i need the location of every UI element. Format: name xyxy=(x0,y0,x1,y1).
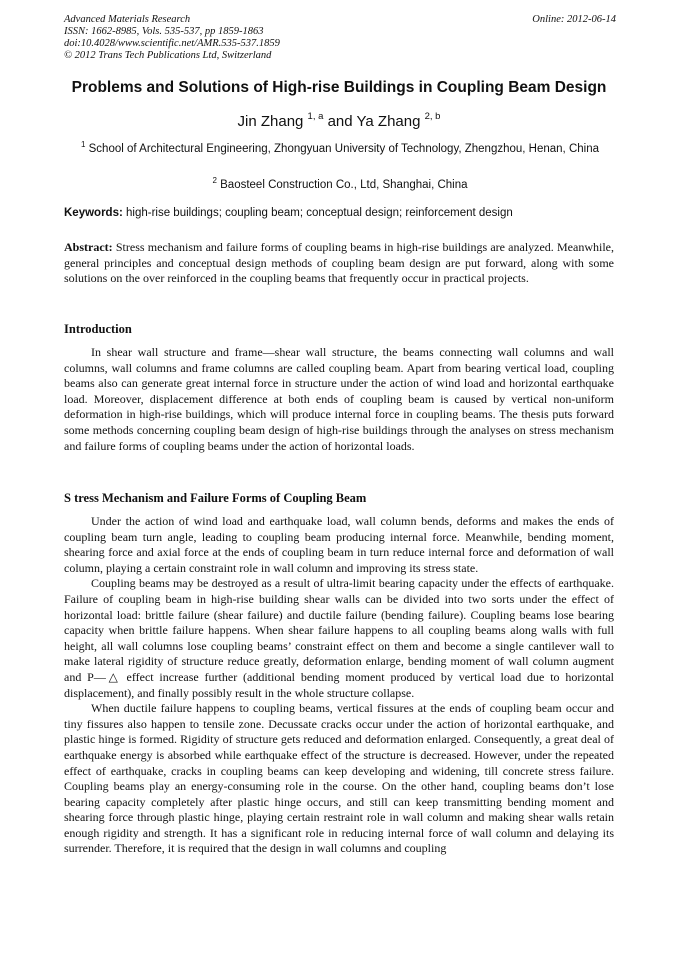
abstract-text: Stress mechanism and failure forms of coupling beams in high-rise buildings are analyzed. Meanwhile, general principles and conceptual design methods of coupling beam design are put forward, along with some solutions on the over reinforced in the coupling beams that frequently occur in practical projects. xyxy=(64,240,614,286)
paper-title: Problems and Solutions of High-rise Buildings in Coupling Beam Design xyxy=(71,79,607,96)
stress-mechanism-body xyxy=(64,514,614,857)
affiliation-1-text: School of Architectural Engineering, Zhongyuan University of Technology, Zhengzhou, Henan, China xyxy=(88,142,599,155)
issn-line: ISSN: 1662-8985, Vols. 535-537, pp 1859-1863 xyxy=(64,26,264,37)
journal-name: Advanced Materials Research xyxy=(64,14,191,25)
paragraph: When ductile failure happens to coupling beams, vertical fissures at the ends of coupling beam occur and tiny fissures also happen to tensile zone. Decussate cracks occur under the action of horizontal earthquake, and plastic hinge is formed. Rigidity of structure gets reduced and deformation enlarged. Consequently, a great deal of earthquake energy is absorbed while earthquake effect of the structure is decreased. However, under the repeated effect of earthquake, cracks in coupling beams can keep developing and widening, till concrete stress failure. Coupling beams play an energy-consuming role in the course. On the other hand, coupling beams don’t lose bearing capacity completely after plastic hinge occurs, and still can keep transmitting bending moment and shearing force through plastic hinge, playing certain restraint role in wall column and making shear walls retain enough rigidity and strength. It has a significant role in reducing internal force of wall column and delaying its surrender. Therefore, it is required that the design in wall columns and coupling xyxy=(64,701,614,856)
paragraph: Coupling beams may be destroyed as a result of ultra-limit bearing capacity under the effects of earthquake. Failure of coupling beam in high-rise building shear walls can be divided into two sorts under the effect of horizontal load: brittle failure (shear failure) and ductile failure (bending failure). Coupling beams lose bearing capacity when brittle failure happens. When shear failure happens to all coupling beams along walls with full height, all wall columns lose coupling beams’ constraint effect on them and become a single cantilever wall to make lateral rigidity of structure reduce greatly, deformation enlarge, bending moment of wall column augment and P—△ effect increase further (additional bending moment produced by vertical load due to horizontal displacement), and finally possibly result in the whole structure collapse. xyxy=(64,576,614,700)
paragraph: In shear wall structure and frame—shear wall structure, the beams connecting wall columns and wall columns, wall columns and frame columns are called coupling beam. Apart from bearing vertical load, coupling beams also can generate great internal force in structure under the action of wind load and horizontal earthquake load. Moreover, displacement difference at both ends of coupling beam is caused by vertical non-uniform deformation in high-rise buildings, which will produce internal force in coupling beams. The thesis puts forward some methods concerning coupling beam design of high-rise buildings through the analyses on stress mechanism and failure forms of coupling beams under the action of horizontal loads. xyxy=(64,345,614,453)
affiliation-1 xyxy=(64,137,616,157)
author-conjunction: and xyxy=(327,113,353,130)
author-1: Jin Zhang xyxy=(237,113,304,130)
affiliation-2 xyxy=(64,173,616,193)
doi-line: doi:10.4028/www.scientific.net/AMR.535-537.1859 xyxy=(64,38,280,49)
online-date: Online: 2012-06-14 xyxy=(532,14,616,25)
author-line xyxy=(0,113,678,130)
author-1-affiliation: 1, a xyxy=(307,111,324,122)
keywords xyxy=(64,207,624,219)
author-2: Ya Zhang xyxy=(356,113,421,130)
journal-header xyxy=(64,14,616,62)
introduction-body xyxy=(64,345,614,454)
author-2-affiliation: 2, b xyxy=(424,111,441,122)
affiliation-2-text: Baosteel Construction Co., Ltd, Shanghai, China xyxy=(220,178,468,191)
copyright-line: © 2012 Trans Tech Publications Ltd, Switzerland xyxy=(64,50,272,61)
section-heading-introduction: Introduction xyxy=(64,322,132,336)
affiliation-2-number: 2 xyxy=(212,176,217,185)
keywords-label: Keywords: xyxy=(64,207,123,219)
abstract-label: Abstract: xyxy=(64,240,113,254)
affiliation-1-number: 1 xyxy=(80,140,86,149)
paragraph: Under the action of wind load and earthquake load, wall column bends, deforms and makes the ends of coupling beam turn angle, leading to coupling beam producing internal force. Meanwhile, bending moment, shearing force and axial force at the ends of coupling beam in turn reduce internal force and deformation of wall column, playing a certain constraint role in wall column and improving its stress state. xyxy=(64,514,614,575)
keywords-text: high-rise buildings; coupling beam; conceptual design; reinforcement design xyxy=(126,207,513,219)
abstract xyxy=(64,240,614,287)
section-heading-stress-mechanism: S tress Mechanism and Failure Forms of Coupling Beam xyxy=(64,491,367,505)
